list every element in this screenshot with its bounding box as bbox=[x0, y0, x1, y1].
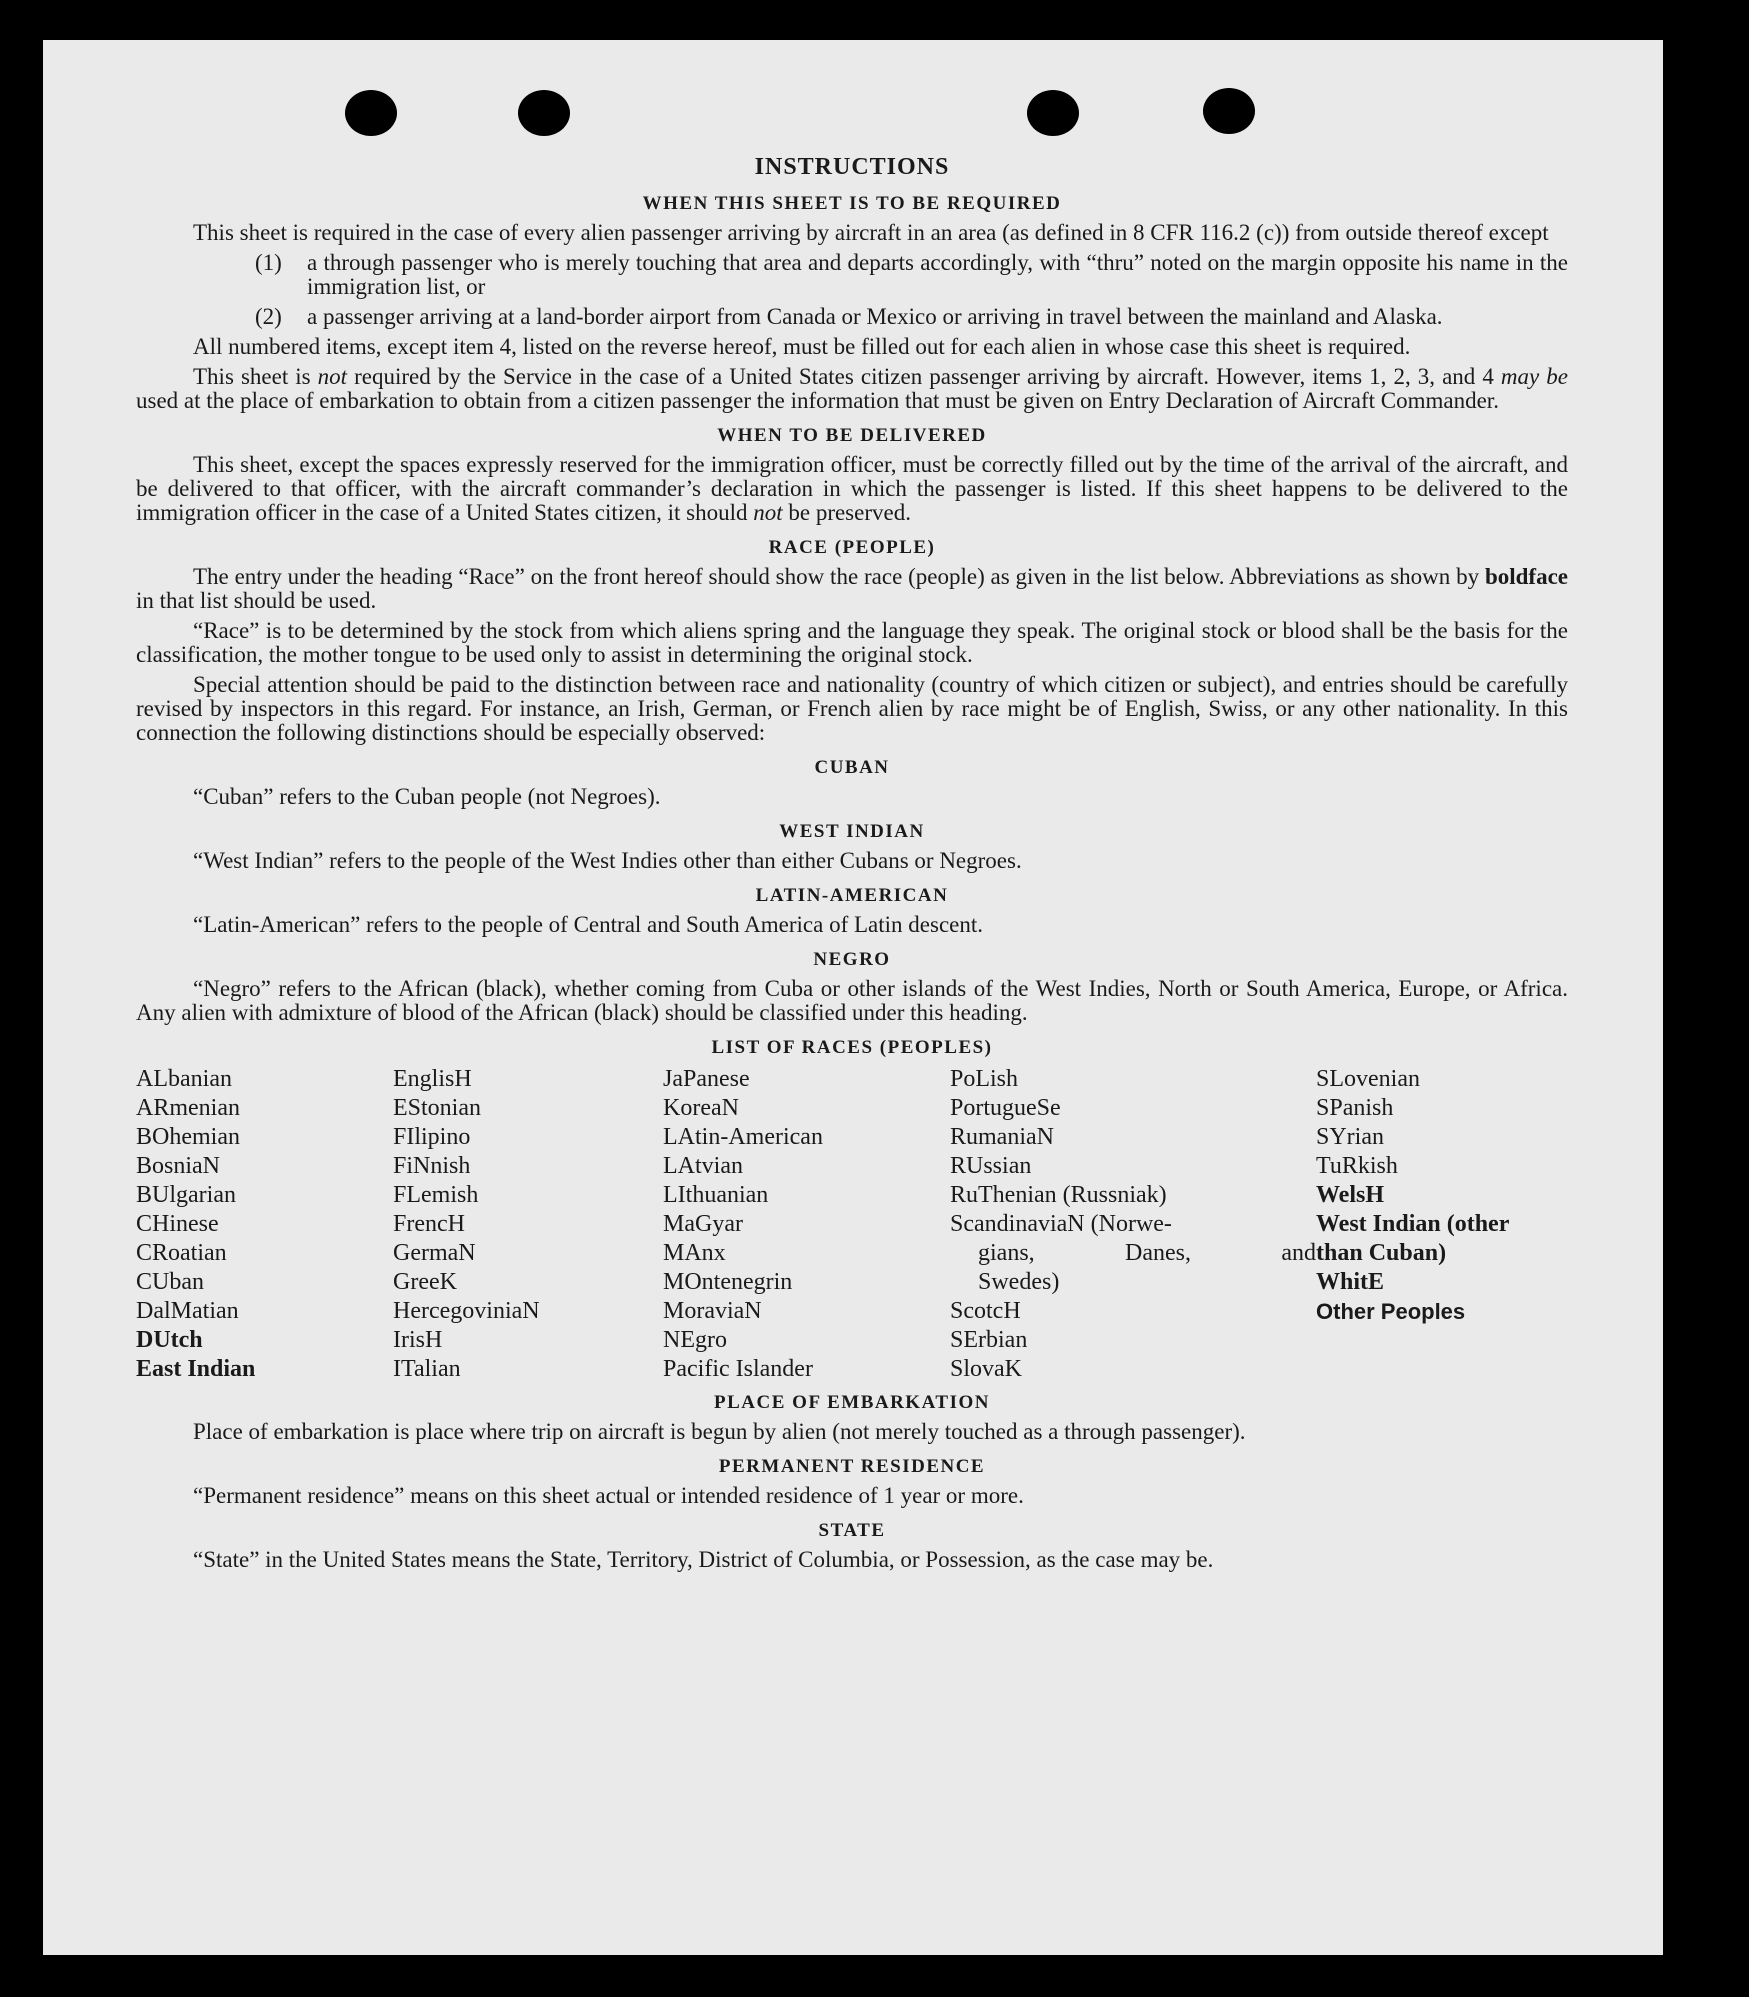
race-item: ITalian bbox=[393, 1356, 461, 1382]
paragraph bbox=[136, 453, 1568, 525]
race-item: GreeK bbox=[393, 1269, 457, 1295]
section-heading-latin-american: LATIN-AMERICAN bbox=[755, 885, 949, 906]
section-heading-negro: NEGRO bbox=[813, 949, 891, 970]
item-number: (1) bbox=[255, 250, 282, 275]
race-item: IrisH bbox=[393, 1327, 443, 1353]
race-item: than Cuban) bbox=[1316, 1240, 1447, 1266]
list-item bbox=[136, 305, 1568, 329]
race-item: FLemish bbox=[393, 1182, 479, 1208]
race-item: FIlipino bbox=[393, 1124, 471, 1150]
races-list bbox=[136, 1065, 1568, 1384]
paragraph: “Latin-American” refers to the people of Central and South America of Latin descent. bbox=[193, 912, 983, 937]
section-heading-races-list: LIST OF RACES (PEOPLES) bbox=[711, 1037, 993, 1058]
race-item: SYrian bbox=[1316, 1124, 1384, 1150]
paragraph bbox=[136, 365, 1568, 413]
race-item: PortugueSe bbox=[950, 1095, 1061, 1121]
paragraph: “Permanent residence” means on this sheet actual or intended residence of 1 year or more. bbox=[193, 1483, 1024, 1508]
races-column bbox=[136, 1065, 393, 1384]
text-run: in that list should be used. bbox=[136, 588, 377, 613]
race-item: SLovenian bbox=[1316, 1066, 1420, 1092]
races-column bbox=[393, 1065, 663, 1384]
punch-hole bbox=[345, 90, 397, 136]
paragraph: “West Indian” refers to the people of the West Indies other than either Cubans or Negroes. bbox=[193, 848, 1022, 873]
text-run: not bbox=[753, 500, 783, 525]
paragraph: All numbered items, except item 4, listed on the reverse hereof, must be filled out for each alien in whose case this sheet is required. bbox=[193, 334, 1411, 359]
race-item: RumaniaN bbox=[950, 1124, 1054, 1150]
race-item: JaPanese bbox=[663, 1066, 750, 1092]
race-item: RUssian bbox=[950, 1153, 1032, 1179]
paragraph: Place of embarkation is place where trip on aircraft is begun by alien (not merely touched as a through passenger). bbox=[193, 1419, 1246, 1444]
section-heading-state: STATE bbox=[818, 1520, 886, 1541]
race-item: WhitE bbox=[1316, 1269, 1385, 1295]
section-heading-when-required: WHEN THIS SHEET IS TO BE REQUIRED bbox=[642, 193, 1062, 214]
race-item: Pacific Islander bbox=[663, 1356, 813, 1382]
race-item: BUlgarian bbox=[136, 1182, 236, 1208]
race-item: ALbanian bbox=[136, 1066, 232, 1092]
race-item: Other Peoples bbox=[1316, 1299, 1466, 1324]
race-item: ScotcH bbox=[950, 1298, 1021, 1324]
text-run: This sheet, except the spaces expressly reserved for the immigration officer, must be correctly filled out by the time of the arrival of the aircraft, and be delivered to that officer, with the aircraft commander’s declaration in which the passenger is listed. If this sheet happens to be delivered to the immigration officer in the case of a United States citizen, it should bbox=[136, 452, 1568, 525]
page-title: INSTRUCTIONS bbox=[754, 154, 950, 180]
race-item: PoLish bbox=[950, 1066, 1019, 1092]
race-item: RuThenian (Russniak) bbox=[950, 1182, 1167, 1208]
text-run: may be bbox=[1500, 364, 1569, 389]
text-run: not bbox=[317, 364, 348, 389]
section-heading-residence: PERMANENT RESIDENCE bbox=[718, 1456, 986, 1477]
punch-hole bbox=[1027, 90, 1079, 136]
text-run: The entry under the heading “Race” on the front hereof should show the race (people) as given in the list below. Abbreviations as shown by bbox=[193, 564, 1485, 589]
race-item: West Indian (other bbox=[1316, 1211, 1510, 1237]
race-item: KoreaN bbox=[663, 1095, 739, 1121]
race-item: MoraviaN bbox=[663, 1298, 762, 1324]
paragraph: Special attention should be paid to the distinction between race and nationality (country of which citizen or subject), and entries should be carefully revised by inspectors in this regard. For instance, an Irish, German, or French alien by race might be of English, Swiss, or any other nationality. In this connection the following distinctions should be especially observed: bbox=[136, 672, 1568, 745]
race-item: CRoatian bbox=[136, 1240, 227, 1266]
race-item: WelsH bbox=[1316, 1182, 1385, 1208]
punch-hole bbox=[518, 90, 570, 136]
item-text: a through passenger who is merely touching that area and departs accordingly, with “thru” noted on the margin opposite his name in the immigration list, or bbox=[307, 250, 1568, 299]
paragraph bbox=[136, 565, 1568, 613]
race-item: Swedes) bbox=[978, 1269, 1060, 1295]
race-item: SErbian bbox=[950, 1327, 1028, 1353]
text-run: required by the Service in the case of a United States citizen passenger arriving by aircraft. However, items 1, 2, 3, and 4 bbox=[347, 364, 1501, 389]
races-column bbox=[950, 1065, 1316, 1384]
race-item: BOhemian bbox=[136, 1124, 240, 1150]
paragraph: “Race” is to be determined by the stock from which aliens spring and the language they speak. The original stock or blood shall be the basis for the classification, the mother tongue to be used only to assist in determining the original stock. bbox=[136, 618, 1568, 667]
race-item: SlovaK bbox=[950, 1356, 1022, 1382]
race-item: East Indian bbox=[136, 1356, 256, 1382]
race-item: HercegoviniaN bbox=[393, 1298, 540, 1324]
item-number: (2) bbox=[255, 304, 282, 329]
paragraph: “State” in the United States means the State, Territory, District of Columbia, or Possession, as the case may be. bbox=[193, 1547, 1214, 1572]
instructions-content bbox=[136, 148, 1568, 1578]
paragraph: “Cuban” refers to the Cuban people (not Negroes). bbox=[193, 784, 661, 809]
races-column bbox=[1316, 1065, 1568, 1384]
race-item: DalMatian bbox=[136, 1298, 239, 1324]
section-heading-cuban: CUBAN bbox=[814, 757, 890, 778]
race-item: SPanish bbox=[1316, 1095, 1394, 1121]
race-item: DUtch bbox=[136, 1327, 203, 1353]
paragraph: This sheet is required in the case of every alien passenger arriving by aircraft in an area (as defined in 8 CFR 116.2 (c)) from outside thereof except bbox=[193, 220, 1549, 245]
race-item: CUban bbox=[136, 1269, 204, 1295]
race-item: LAtin-American bbox=[663, 1124, 823, 1150]
race-item: FrencH bbox=[393, 1211, 465, 1237]
document-page bbox=[43, 40, 1663, 1955]
section-heading-race: RACE (PEOPLE) bbox=[768, 537, 936, 558]
race-item: EnglisH bbox=[393, 1066, 472, 1092]
race-item: LIthuanian bbox=[663, 1182, 769, 1208]
text-run: used at the place of embarkation to obtain from a citizen passenger the information that must be given on Entry Declaration of Aircraft Commander. bbox=[136, 388, 1499, 413]
section-heading-when-delivered: WHEN TO BE DELIVERED bbox=[717, 425, 987, 446]
section-heading-embarkation: PLACE OF EMBARKATION bbox=[714, 1392, 990, 1413]
punch-hole bbox=[1203, 88, 1255, 134]
race-item: FiNnish bbox=[393, 1153, 471, 1179]
race-item: BosniaN bbox=[136, 1153, 220, 1179]
race-item: gians, Danes, and bbox=[978, 1240, 1316, 1266]
race-item: ARmenian bbox=[136, 1095, 240, 1121]
race-item: GermaN bbox=[393, 1240, 476, 1266]
race-item: NEgro bbox=[663, 1327, 727, 1353]
race-item: CHinese bbox=[136, 1211, 219, 1237]
race-item: ScandinaviaN (Norwe- bbox=[950, 1211, 1172, 1237]
race-item: TuRkish bbox=[1316, 1153, 1398, 1179]
race-item: MOntenegrin bbox=[663, 1269, 793, 1295]
text-run: This sheet is bbox=[193, 364, 318, 389]
race-item: LAtvian bbox=[663, 1153, 743, 1179]
section-heading-west-indian: WEST INDIAN bbox=[779, 821, 925, 842]
item-text: a passenger arriving at a land-border airport from Canada or Mexico or arriving in travel between the mainland and Alaska. bbox=[307, 304, 1443, 329]
list-item bbox=[136, 251, 1568, 299]
text-run: boldface bbox=[1484, 564, 1568, 589]
race-item: EStonian bbox=[393, 1095, 481, 1121]
race-item: MaGyar bbox=[663, 1211, 743, 1237]
races-column bbox=[663, 1065, 950, 1384]
text-run: be preserved. bbox=[782, 500, 911, 525]
paragraph: “Negro” refers to the African (black), whether coming from Cuba or other islands of the West Indies, North or South America, Europe, or Africa. Any alien with admixture of blood of the African (black) should be classified under this heading. bbox=[136, 976, 1568, 1025]
race-item: MAnx bbox=[663, 1240, 726, 1266]
